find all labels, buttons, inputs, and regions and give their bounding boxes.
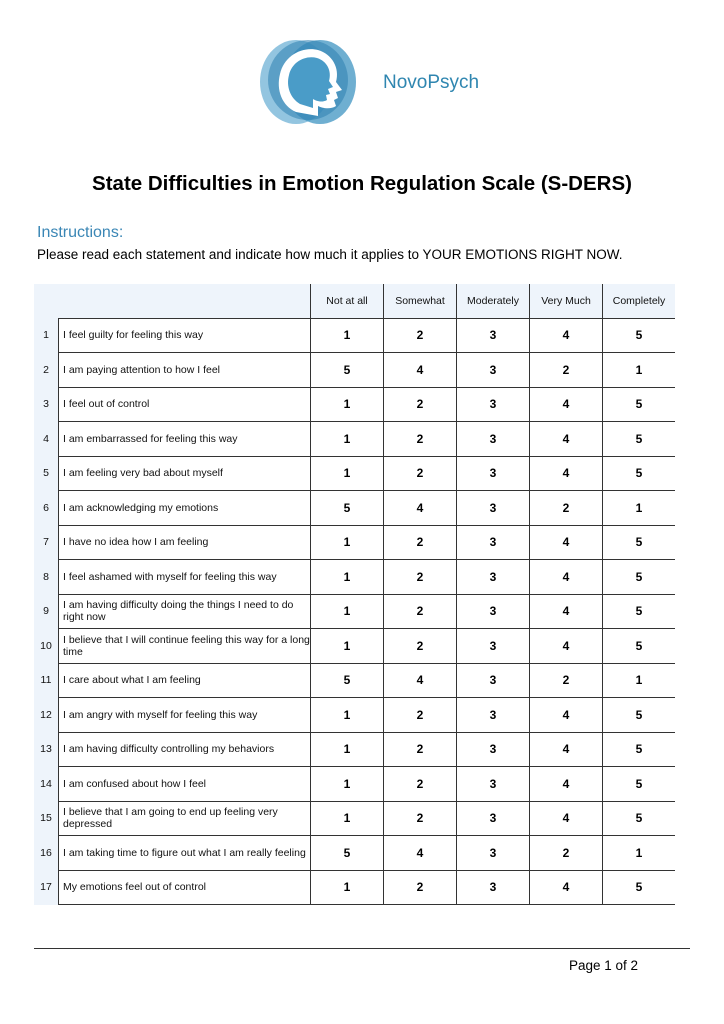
rating-option-cell[interactable]: 3 [457, 318, 530, 353]
rating-option-cell[interactable]: 4 [530, 318, 603, 353]
item-statement: I have no idea how I am feeling [59, 525, 311, 560]
rating-option-cell[interactable]: 5 [603, 870, 676, 905]
rating-option-cell[interactable]: 4 [530, 594, 603, 629]
rating-option-cell[interactable]: 1 [311, 698, 384, 733]
rating-option-cell[interactable]: 2 [530, 836, 603, 871]
column-header-not-at-all: Not at all [311, 284, 384, 318]
item-statement: I feel ashamed with myself for feeling this way [59, 560, 311, 595]
rating-scale-table [34, 284, 675, 905]
table-row [34, 767, 675, 802]
rating-option-cell[interactable]: 2 [530, 663, 603, 698]
item-number: 10 [34, 629, 59, 664]
rating-option-cell[interactable]: 2 [384, 698, 457, 733]
column-header-moderately: Moderately [457, 284, 530, 318]
rating-option-cell[interactable]: 5 [603, 594, 676, 629]
rating-option-cell[interactable]: 3 [457, 594, 530, 629]
rating-option-cell[interactable]: 2 [530, 491, 603, 526]
rating-option-cell[interactable]: 2 [384, 318, 457, 353]
rating-option-cell[interactable]: 2 [384, 422, 457, 457]
item-number: 4 [34, 422, 59, 457]
table-row [34, 318, 675, 353]
table-row [34, 836, 675, 871]
rating-option-cell[interactable]: 4 [530, 732, 603, 767]
table-row [34, 353, 675, 388]
rating-option-cell[interactable]: 5 [603, 560, 676, 595]
rating-option-cell[interactable]: 4 [530, 387, 603, 422]
rating-option-cell[interactable]: 3 [457, 560, 530, 595]
rating-option-cell[interactable]: 1 [311, 594, 384, 629]
rating-option-cell[interactable]: 1 [311, 318, 384, 353]
table-row [34, 491, 675, 526]
rating-option-cell[interactable]: 2 [384, 732, 457, 767]
item-number: 16 [34, 836, 59, 871]
table-row [34, 663, 675, 698]
rating-option-cell[interactable]: 3 [457, 491, 530, 526]
item-number: 1 [34, 318, 59, 353]
item-statement: I am angry with myself for feeling this way [59, 698, 311, 733]
rating-option-cell[interactable]: 4 [384, 491, 457, 526]
rating-option-cell[interactable]: 5 [603, 801, 676, 836]
rating-option-cell[interactable]: 3 [457, 836, 530, 871]
instructions-heading: Instructions: [37, 224, 124, 241]
rating-option-cell[interactable]: 3 [457, 663, 530, 698]
header-blank-number [34, 284, 59, 318]
table-row [34, 698, 675, 733]
table-row [34, 629, 675, 664]
rating-option-cell[interactable]: 1 [603, 836, 676, 871]
rating-option-cell[interactable]: 4 [530, 456, 603, 491]
table-row [34, 525, 675, 560]
item-statement: I care about what I am feeling [59, 663, 311, 698]
table-row [34, 801, 675, 836]
rating-option-cell[interactable]: 4 [530, 422, 603, 457]
item-number: 9 [34, 594, 59, 629]
column-header-somewhat: Somewhat [384, 284, 457, 318]
rating-option-cell[interactable]: 5 [603, 629, 676, 664]
item-statement: I am embarrassed for feeling this way [59, 422, 311, 457]
rating-option-cell[interactable]: 3 [457, 732, 530, 767]
item-statement: I am confused about how I feel [59, 767, 311, 802]
page-title: State Difficulties in Emotion Regulation Scale (S-DERS) [92, 172, 632, 195]
rating-option-cell[interactable]: 1 [603, 663, 676, 698]
table-row [34, 456, 675, 491]
page-number: Page 1 of 2 [569, 958, 639, 973]
item-number: 12 [34, 698, 59, 733]
rating-option-cell[interactable]: 3 [457, 456, 530, 491]
rating-option-cell[interactable]: 5 [603, 525, 676, 560]
column-header-very-much: Very Much [530, 284, 603, 318]
rating-option-cell[interactable]: 1 [311, 732, 384, 767]
rating-option-cell[interactable]: 5 [603, 767, 676, 802]
rating-option-cell[interactable]: 4 [384, 663, 457, 698]
rating-option-cell[interactable]: 3 [457, 525, 530, 560]
item-number: 5 [34, 456, 59, 491]
rating-option-cell[interactable]: 2 [384, 629, 457, 664]
rating-option-cell[interactable]: 3 [457, 698, 530, 733]
table-body [34, 318, 675, 905]
rating-option-cell[interactable]: 1 [311, 629, 384, 664]
rating-option-cell[interactable]: 2 [384, 525, 457, 560]
table-row [34, 422, 675, 457]
rating-option-cell[interactable]: 1 [311, 767, 384, 802]
rating-option-cell[interactable]: 3 [457, 629, 530, 664]
item-statement: I am acknowledging my emotions [59, 491, 311, 526]
table-row [34, 387, 675, 422]
rating-option-cell[interactable]: 1 [311, 870, 384, 905]
rating-option-cell[interactable]: 1 [603, 353, 676, 388]
header-blank-item [59, 284, 311, 318]
rating-option-cell[interactable]: 3 [457, 870, 530, 905]
item-statement: I am having difficulty controlling my behaviors [59, 732, 311, 767]
rating-option-cell[interactable]: 5 [311, 836, 384, 871]
rating-option-cell[interactable]: 2 [384, 560, 457, 595]
rating-option-cell[interactable]: 3 [457, 387, 530, 422]
rating-option-cell[interactable]: 5 [603, 387, 676, 422]
rating-option-cell[interactable]: 4 [384, 353, 457, 388]
table-row [34, 732, 675, 767]
rating-option-cell[interactable]: 5 [603, 422, 676, 457]
rating-option-cell[interactable]: 2 [384, 767, 457, 802]
rating-option-cell[interactable]: 2 [384, 456, 457, 491]
rating-option-cell[interactable]: 4 [530, 525, 603, 560]
rating-option-cell[interactable]: 5 [603, 732, 676, 767]
rating-option-cell[interactable]: 2 [384, 870, 457, 905]
rating-option-cell[interactable]: 4 [384, 836, 457, 871]
rating-option-cell[interactable]: 5 [603, 318, 676, 353]
rating-option-cell[interactable]: 2 [384, 387, 457, 422]
rating-option-cell[interactable]: 3 [457, 801, 530, 836]
rating-option-cell[interactable]: 3 [457, 422, 530, 457]
item-number: 14 [34, 767, 59, 802]
item-statement: I am having difficulty doing the things I need to do right now [59, 594, 311, 629]
item-number: 8 [34, 560, 59, 595]
table-header-row [34, 284, 675, 318]
brand-name: NovoPsych [383, 72, 480, 93]
footer-divider [34, 948, 690, 949]
rating-option-cell[interactable]: 1 [311, 560, 384, 595]
rating-option-cell[interactable]: 5 [603, 456, 676, 491]
item-number: 15 [34, 801, 59, 836]
item-number: 7 [34, 525, 59, 560]
item-statement: I believe that I am going to end up feeling very depressed [59, 801, 311, 836]
rating-option-cell[interactable]: 4 [530, 629, 603, 664]
rating-option-cell[interactable]: 4 [530, 801, 603, 836]
item-statement: My emotions feel out of control [59, 870, 311, 905]
item-number: 11 [34, 663, 59, 698]
item-number: 13 [34, 732, 59, 767]
rating-option-cell[interactable]: 1 [311, 456, 384, 491]
rating-option-cell[interactable]: 1 [311, 422, 384, 457]
rating-option-cell[interactable]: 1 [311, 525, 384, 560]
item-statement: I feel guilty for feeling this way [59, 318, 311, 353]
rating-option-cell[interactable]: 5 [603, 698, 676, 733]
rating-option-cell[interactable]: 4 [530, 767, 603, 802]
instructions-text: Please read each statement and indicate how much it applies to YOUR EMOTIONS RIGHT NOW. [37, 247, 623, 262]
rating-option-cell[interactable]: 3 [457, 353, 530, 388]
item-number: 3 [34, 387, 59, 422]
item-statement: I am feeling very bad about myself [59, 456, 311, 491]
item-statement: I am taking time to figure out what I am really feeling [59, 836, 311, 871]
item-statement: I feel out of control [59, 387, 311, 422]
rating-option-cell[interactable]: 5 [311, 491, 384, 526]
rating-option-cell[interactable]: 1 [603, 491, 676, 526]
item-number: 17 [34, 870, 59, 905]
column-header-completely: Completely [603, 284, 676, 318]
table-row [34, 594, 675, 629]
novopsych-logo-icon [256, 34, 360, 128]
rating-option-cell[interactable]: 2 [384, 594, 457, 629]
item-number: 2 [34, 353, 59, 388]
item-statement: I believe that I will continue feeling this way for a long time [59, 629, 311, 664]
table-row [34, 560, 675, 595]
rating-option-cell[interactable]: 1 [311, 387, 384, 422]
rating-option-cell[interactable]: 4 [530, 698, 603, 733]
rating-option-cell[interactable]: 1 [311, 801, 384, 836]
item-number: 6 [34, 491, 59, 526]
rating-option-cell[interactable]: 4 [530, 870, 603, 905]
rating-option-cell[interactable]: 5 [311, 663, 384, 698]
item-statement: I am paying attention to how I feel [59, 353, 311, 388]
rating-option-cell[interactable]: 3 [457, 767, 530, 802]
rating-option-cell[interactable]: 4 [530, 560, 603, 595]
rating-option-cell[interactable]: 2 [384, 801, 457, 836]
rating-option-cell[interactable]: 5 [311, 353, 384, 388]
rating-option-cell[interactable]: 2 [530, 353, 603, 388]
table-row [34, 870, 675, 905]
